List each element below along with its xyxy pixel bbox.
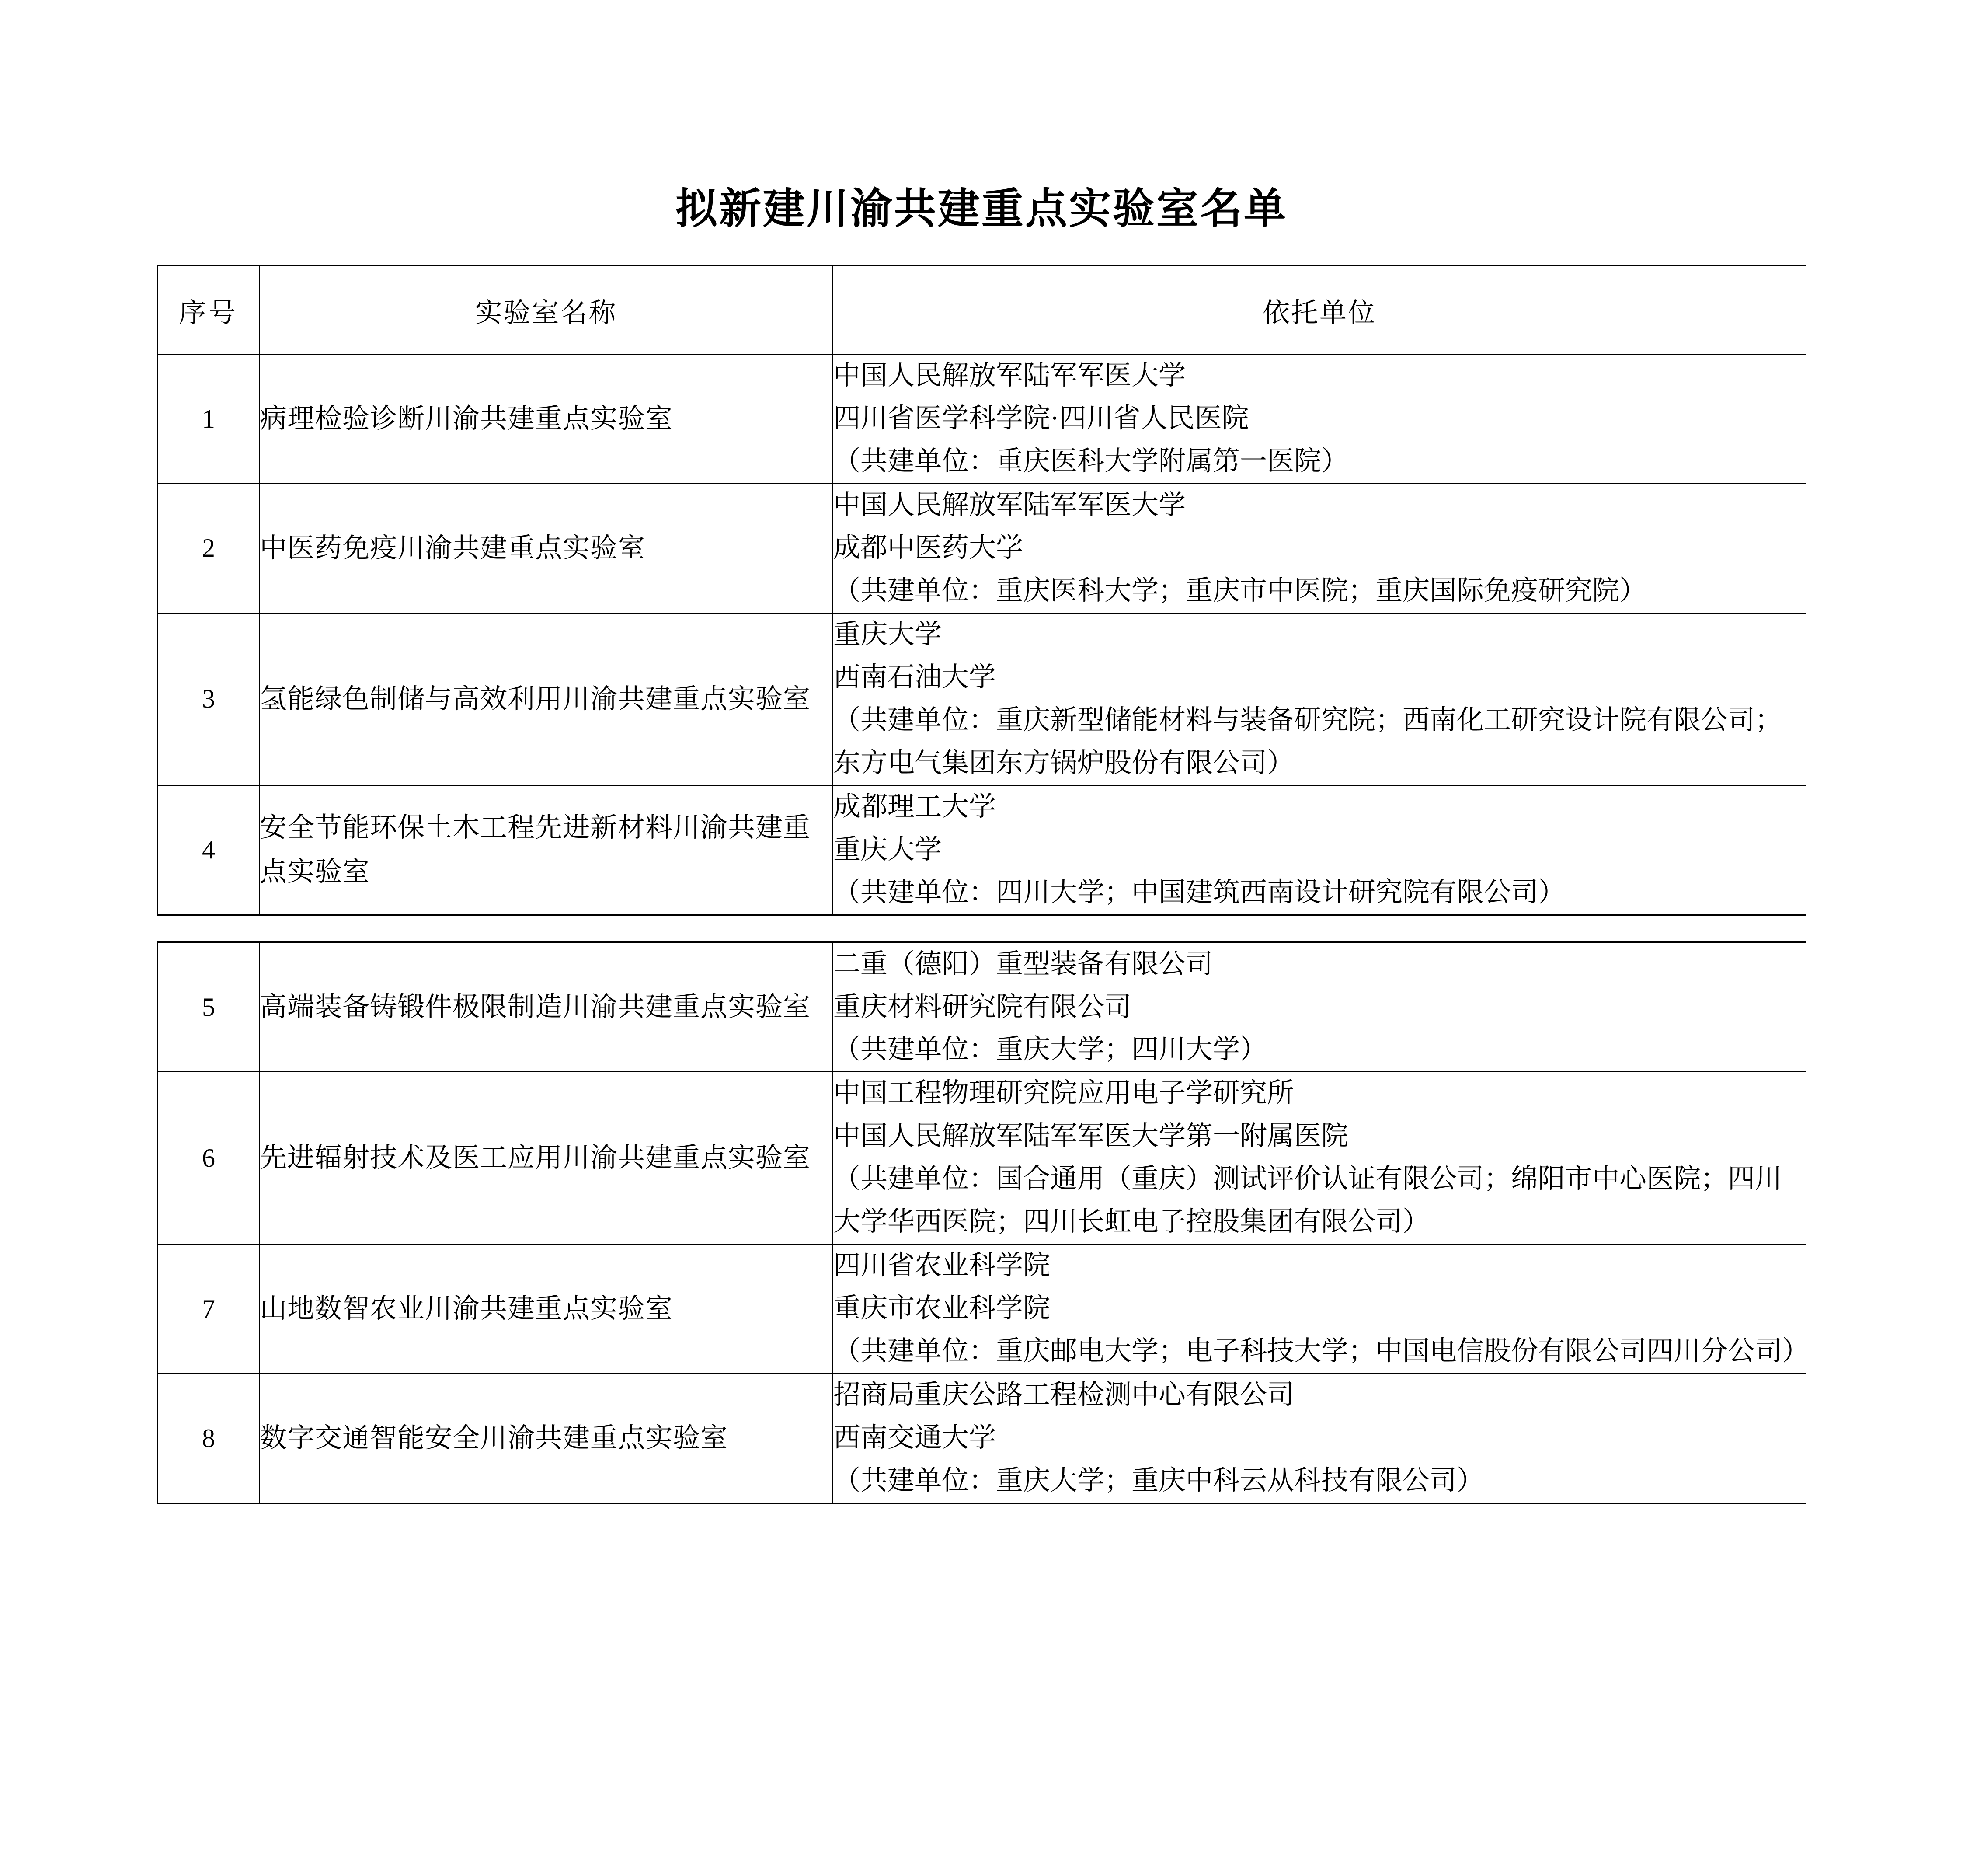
- table-block-gap: [157, 916, 1806, 941]
- row-organizations: [833, 1374, 1806, 1503]
- row-organizations: [833, 1072, 1806, 1244]
- co-builder-line: （共建单位：重庆邮电大学；电子科技大学；中国电信股份有限公司四川分公司）: [833, 1336, 1810, 1367]
- row-lab-name: 高端装备铸锻件极限制造川渝共建重点实验室: [259, 942, 833, 1072]
- page-title: 拟新建川渝共建重点实验室名单: [675, 185, 1288, 232]
- row-organizations: [833, 613, 1806, 785]
- row-organizations: [833, 354, 1806, 484]
- row-index: 1: [158, 354, 259, 484]
- row-index: 7: [158, 1244, 259, 1374]
- column-header-name: 实验室名称: [259, 265, 833, 354]
- co-builder-line: （共建单位：重庆大学；重庆中科云从科技有限公司）: [833, 1466, 1484, 1496]
- table-header-row: [158, 265, 1806, 354]
- organization-line: 重庆大学: [833, 619, 942, 649]
- co-builder-line: （共建单位：重庆新型储能材料与装备研究院；西南化工研究设计院有限公司；东方电气集团东方锅炉股份有限公司）: [833, 705, 1782, 778]
- row-organizations: [833, 785, 1806, 915]
- row-lab-name: 山地数智农业川渝共建重点实验室: [259, 1244, 833, 1374]
- lab-list-table-wrapper: [157, 234, 1810, 1504]
- lab-list-table: [157, 265, 1806, 916]
- row-lab-name: 氢能绿色制储与高效利用川渝共建重点实验室: [259, 613, 833, 785]
- organization-line: 中国人民解放军陆军军医大学第一附属医院: [833, 1121, 1349, 1151]
- organization-line: 重庆市农业科学院: [833, 1294, 1051, 1324]
- column-header-index: 序号: [158, 265, 259, 354]
- organization-line: 重庆材料研究院有限公司: [833, 992, 1132, 1022]
- table-header: [158, 265, 1806, 354]
- row-index: 6: [158, 1072, 259, 1244]
- row-index: 5: [158, 942, 259, 1072]
- row-organizations: [833, 484, 1806, 613]
- lab-list-table-continued: [157, 941, 1810, 1504]
- organization-line: 二重（德阳）重型装备有限公司: [833, 949, 1213, 979]
- row-organizations: [833, 1244, 1810, 1374]
- table-row: [158, 942, 1806, 1072]
- table-body-block-one: [158, 354, 1806, 915]
- table-body-block-two: [158, 942, 1810, 1503]
- row-lab-name: 数字交通智能安全川渝共建重点实验室: [259, 1374, 833, 1503]
- row-index: 2: [158, 484, 259, 613]
- table-row: [158, 1072, 1806, 1244]
- row-lab-name: 安全节能环保土木工程先进新材料川渝共建重点实验室: [259, 785, 833, 915]
- organization-line: 西南石油大学: [833, 662, 996, 692]
- co-builder-line: （共建单位：重庆医科大学附属第一医院）: [833, 446, 1349, 477]
- row-index: 3: [158, 613, 259, 785]
- co-builder-line: （共建单位：重庆大学；四川大学）: [833, 1035, 1267, 1065]
- table-row: [158, 484, 1806, 613]
- row-lab-name: 中医药免疫川渝共建重点实验室: [259, 484, 833, 613]
- organization-line: 四川省农业科学院: [833, 1251, 1051, 1281]
- row-index: 8: [158, 1374, 259, 1503]
- row-lab-name: 先进辐射技术及医工应用川渝共建重点实验室: [259, 1072, 833, 1244]
- organization-line: 西南交通大学: [833, 1423, 996, 1453]
- organization-line: 中国工程物理研究院应用电子学研究所: [833, 1078, 1295, 1109]
- co-builder-line: （共建单位：重庆医科大学；重庆市中医院；重庆国际免疫研究院）: [833, 575, 1647, 606]
- organization-line: 成都理工大学: [833, 792, 996, 822]
- co-builder-line: （共建单位：国合通用（重庆）测试评价认证有限公司；绵阳市中心医院；四川大学华西医院；四川长虹电子控股集团有限公司）: [833, 1164, 1782, 1237]
- organization-line: 招商局重庆公路工程检测中心有限公司: [833, 1380, 1295, 1410]
- table-row: [158, 613, 1806, 785]
- table-row: [158, 354, 1806, 484]
- table-row: [158, 785, 1806, 915]
- table-row: [158, 1244, 1806, 1374]
- row-organizations: [833, 942, 1806, 1072]
- row-index: 4: [158, 785, 259, 915]
- organization-line: 中国人民解放军陆军军医大学: [833, 490, 1186, 520]
- organization-line: 成都中医药大学: [833, 533, 1023, 563]
- organization-line: 中国人民解放军陆军军医大学: [833, 361, 1186, 391]
- co-builder-line: （共建单位：四川大学；中国建筑西南设计研究院有限公司）: [833, 877, 1566, 907]
- column-header-organization: 依托单位: [833, 265, 1806, 354]
- organization-line: 四川省医学科学院·四川省人民医院: [833, 404, 1249, 434]
- row-lab-name: 病理检验诊断川渝共建重点实验室: [259, 354, 833, 484]
- organization-line: 重庆大学: [833, 834, 942, 865]
- table-row: [158, 1374, 1806, 1503]
